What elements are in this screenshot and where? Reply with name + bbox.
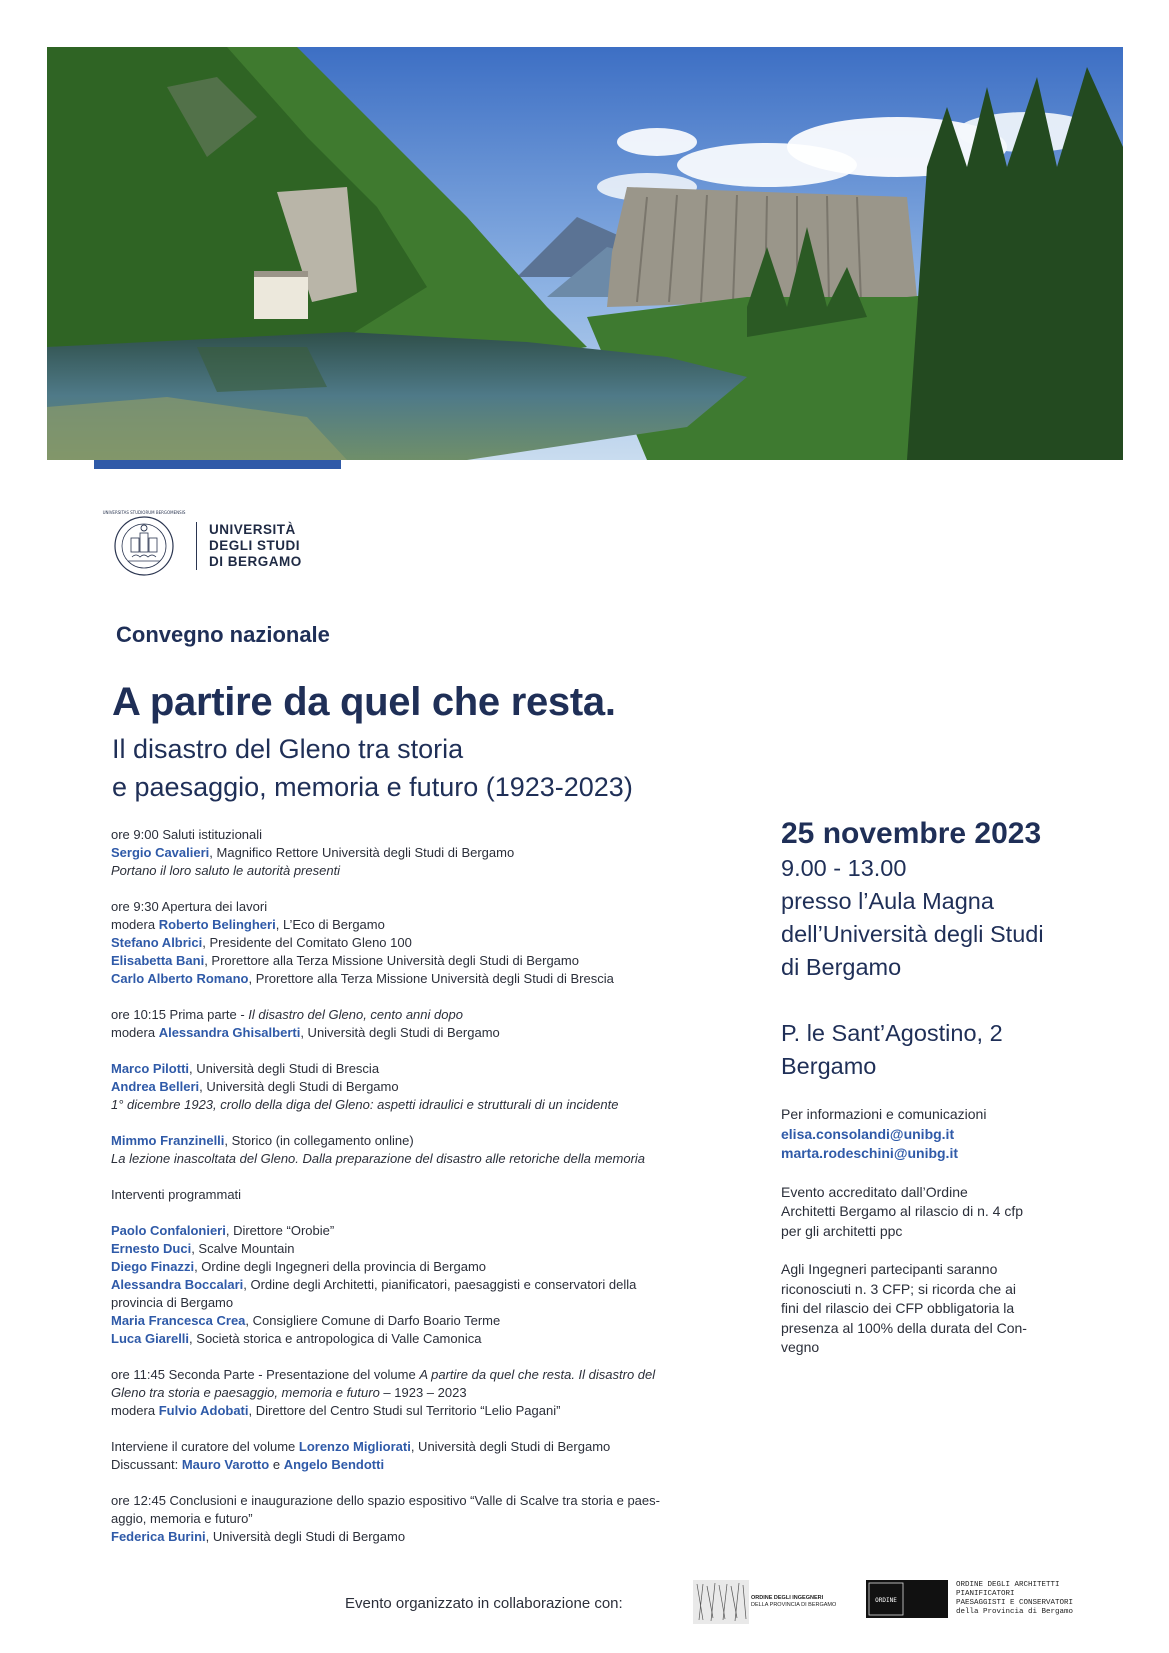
speaker-role: , Prorettore alla Terza Missione Università degli Studi di Bergamo (204, 953, 579, 968)
venue-line: dell’Università degli Studi (781, 921, 1044, 947)
program-line (111, 970, 736, 988)
page-title: A partire da quel che resta. (112, 680, 616, 724)
program-line (111, 1078, 736, 1096)
program-line (111, 952, 736, 970)
program-block-part2 (111, 1366, 736, 1420)
page-subtitle (112, 730, 633, 806)
partner-line: PAESAGGISTI E CONSERVATORI (956, 1599, 1074, 1607)
speaker-name: Alessandra Boccalari (111, 1277, 244, 1292)
speaker-name: Marco Pilotti (111, 1061, 190, 1076)
speaker-name: Roberto Belingheri (158, 917, 276, 932)
partner-line: della Provincia di Bergamo (956, 1608, 1074, 1616)
talk-title: La lezione inascoltata del Gleno. Dalla preparazione del disastro alle retoriche della memoria (111, 1151, 646, 1166)
accreditation-line: vegno (781, 1339, 820, 1355)
program-line (111, 1366, 736, 1384)
speaker-role: , Direttore “Orobie” (225, 1223, 335, 1238)
architects-accreditation (781, 1183, 1111, 1242)
program-line (111, 1132, 736, 1150)
partner-line: DELLA PROVINCIA DI BERGAMO (751, 1602, 837, 1608)
architects-label (956, 1581, 1073, 1617)
speaker-name: Maria Francesca Crea (111, 1313, 246, 1328)
program-block-closing (111, 1492, 736, 1546)
contact-label: Per informazioni e comunicazioni (781, 1106, 987, 1122)
speaker-name: Elisabetta Bani (111, 953, 205, 968)
program-line (111, 1276, 736, 1294)
architects-emblem-icon (866, 1580, 948, 1618)
architects-mark: ORDINE (875, 1597, 897, 1604)
event-address (781, 1017, 1111, 1083)
seal-text: UNIVERSITAS STUDIORUM BERGOMENSIS (102, 510, 186, 515)
program-prefix: Discussant: (111, 1457, 182, 1472)
speaker-role: , Presidente del Comitato Gleno 100 (202, 935, 412, 950)
session-title: Il disastro del Gleno, cento anni dopo (248, 1007, 463, 1022)
program (111, 826, 736, 1564)
program-block-talk2 (111, 1132, 736, 1168)
program-line (111, 1402, 736, 1420)
university-name-line: UNIVERSITÀ (209, 522, 296, 537)
speaker-name: Mauro Varotto (181, 1457, 270, 1472)
program-line (111, 844, 736, 862)
program-conjunction: e (269, 1457, 284, 1472)
university-name (209, 522, 302, 570)
program-block-curator (111, 1438, 736, 1474)
speaker-name: Stefano Albrici (111, 935, 203, 950)
program-line (111, 1006, 736, 1024)
speaker-role: , Università degli Studi di Brescia (189, 1061, 380, 1076)
speaker-name: Lorenzo Migliorati (298, 1439, 411, 1454)
program-line (111, 1060, 736, 1078)
program-line (111, 1258, 736, 1276)
program-prefix: modera (111, 917, 159, 932)
partner-line: ORDINE DEGLI INGEGNERI (751, 1595, 824, 1601)
speaker-name: Mimmo Franzinelli (111, 1133, 225, 1148)
speaker-role: , Ordine degli Architetti, pianificatori, paesaggisti e conservatori della (243, 1277, 637, 1292)
program-line: ore 9:00 Saluti istituzionali (111, 827, 263, 842)
speaker-name: Paolo Confalonieri (111, 1223, 226, 1238)
program-line (111, 1330, 736, 1348)
speaker-role: , Storico (in collegamento online) (224, 1133, 414, 1148)
program-line (111, 1438, 736, 1456)
hero-photo (47, 47, 1123, 460)
accreditation-line: riconosciuti n. 3 CFP; si ricorda che ai (781, 1280, 1016, 1297)
collaboration-label: Evento organizzato in collaborazione con: (345, 1595, 623, 1612)
program-block-start (111, 898, 736, 988)
speaker-name: Diego Finazzi (111, 1259, 195, 1274)
speaker-name: Ernesto Duci (111, 1241, 192, 1256)
program-line (111, 1456, 736, 1474)
program-line (111, 1312, 736, 1330)
program-block-interventions-label (111, 1186, 736, 1204)
engineers-emblem-icon (693, 1580, 749, 1624)
university-logo (102, 505, 302, 587)
subtitle-line: Il disastro del Gleno tra storia (112, 734, 464, 764)
partner-line: PIANIFICATORI (956, 1590, 1015, 1598)
partner-line: ORDINE DEGLI ARCHITETTI (956, 1581, 1060, 1589)
speaker-name: Angelo Bendotti (283, 1457, 385, 1472)
address-line: Bergamo (781, 1053, 877, 1079)
university-seal-icon (102, 505, 186, 587)
venue-line: di Bergamo (781, 954, 902, 980)
program-line: aggio, memoria e futuro” (111, 1511, 253, 1526)
speaker-role: , Direttore del Centro Studi sul Territorio “Lelio Pagani” (248, 1403, 561, 1418)
book-title: Gleno tra storia e paesaggio, memoria e futuro (111, 1385, 380, 1400)
talk-title: 1° dicembre 1923, crollo della diga del Gleno: aspetti idraulici e strutturali di un incidente (111, 1097, 619, 1112)
event-info (781, 816, 1111, 1358)
program-line (111, 1024, 736, 1042)
contact-info (781, 1105, 1111, 1164)
speaker-role: , Università degli Studi di Bergamo (205, 1529, 406, 1544)
program-line: ore 9:30 Apertura dei lavori (111, 899, 268, 914)
partner-engineers-logo (693, 1580, 836, 1624)
program-line: ore 12:45 Conclusioni e inaugurazione dello spazio espositivo “Valle di Scalve tra storia e paes- (111, 1493, 660, 1508)
speaker-role: , Università degli Studi di Bergamo (199, 1079, 399, 1094)
book-title: A partire da quel che resta. Il disastro del (419, 1367, 656, 1382)
program-block-talk1 (111, 1060, 736, 1114)
program-line: Interventi programmati (111, 1187, 242, 1202)
program-prefix: modera (111, 1025, 159, 1040)
book-years: – 1923 – 2023 (379, 1385, 467, 1400)
engineers-label (751, 1595, 836, 1609)
speaker-role: , Magnifico Rettore Università degli Studi di Bergamo (209, 845, 515, 860)
speaker-role: , L’Eco di Bergamo (275, 917, 385, 932)
event-venue (781, 852, 1111, 984)
venue-line: 9.00 - 13.00 (781, 855, 907, 881)
accreditation-line: fini del rilascio dei CFP obbligatoria la (781, 1300, 1015, 1316)
speaker-role: , Università degli Studi di Bergamo (410, 1439, 611, 1454)
program-prefix: Interviene il curatore del volume (111, 1439, 299, 1454)
speaker-role: , Ordine degli Ingegneri della provincia di Bergamo (194, 1259, 487, 1274)
program-line (111, 1240, 736, 1258)
program-line (111, 1384, 736, 1402)
program-line (111, 1222, 736, 1240)
speaker-name: Fulvio Adobati (158, 1403, 249, 1418)
speaker-role: , Università degli Studi di Bergamo (300, 1025, 500, 1040)
speaker-role: , Prorettore alla Terza Missione Università degli Studi di Brescia (248, 971, 614, 986)
program-line: provincia di Bergamo (111, 1295, 234, 1310)
program-line (111, 934, 736, 952)
accreditation-line: Architetti Bergamo al rilascio di n. 4 cfp (781, 1203, 1023, 1219)
speaker-name: Luca Giarelli (111, 1331, 190, 1346)
speaker-role: , Scalve Mountain (191, 1241, 295, 1256)
university-name-line: DI BERGAMO (209, 554, 302, 569)
speaker-name: Carlo Alberto Romano (111, 971, 249, 986)
speaker-name: Alessandra Ghisalberti (158, 1025, 301, 1040)
accreditation-line: Evento accreditato dall’Ordine (781, 1183, 968, 1200)
address-line: P. le Sant’Agostino, 2 (781, 1020, 1003, 1046)
accreditation-line: presenza al 100% della durata del Con- (781, 1319, 1027, 1336)
program-prefix: ore 10:15 Prima parte - (111, 1007, 249, 1022)
program-prefix: ore 11:45 Seconda Parte - Presentazione del volume (111, 1367, 420, 1382)
speaker-role: , Consigliere Comune di Darfo Boario Terme (245, 1313, 501, 1328)
program-prefix: modera (111, 1403, 159, 1418)
email-link[interactable]: elisa.consolandi@unibg.it (781, 1125, 955, 1142)
university-name-line: DEGLI STUDI (209, 538, 301, 553)
venue-line: presso l’Aula Magna (781, 888, 994, 914)
program-line (111, 1528, 736, 1546)
accreditation-line: per gli architetti ppc (781, 1222, 903, 1239)
speaker-name: Sergio Cavalieri (111, 845, 210, 860)
program-block-part1 (111, 1006, 736, 1042)
event-kicker: Convegno nazionale (116, 622, 330, 647)
subtitle-line: e paesaggio, memoria e futuro (1923-2023) (112, 772, 633, 802)
engineers-accreditation (781, 1260, 1111, 1358)
accreditation-line: Agli Ingegneri partecipanti saranno (781, 1261, 998, 1277)
event-date: 25 novembre 2023 (781, 817, 1042, 850)
email-link[interactable]: marta.rodeschini@unibg.it (781, 1145, 959, 1161)
program-block-opening (111, 826, 736, 880)
program-line (111, 916, 736, 934)
partner-architects-logo (866, 1580, 1073, 1618)
dam-landscape-illustration (47, 47, 1123, 460)
speaker-name: Federica Burini (111, 1529, 206, 1544)
accent-bar (94, 460, 341, 469)
speaker-role: , Società storica e antropologica di Valle Camonica (189, 1331, 482, 1346)
speaker-name: Andrea Belleri (111, 1079, 200, 1094)
logo-divider (196, 522, 197, 570)
program-block-interventions (111, 1222, 736, 1348)
program-line: Portano il loro saluto le autorità presenti (111, 863, 341, 878)
